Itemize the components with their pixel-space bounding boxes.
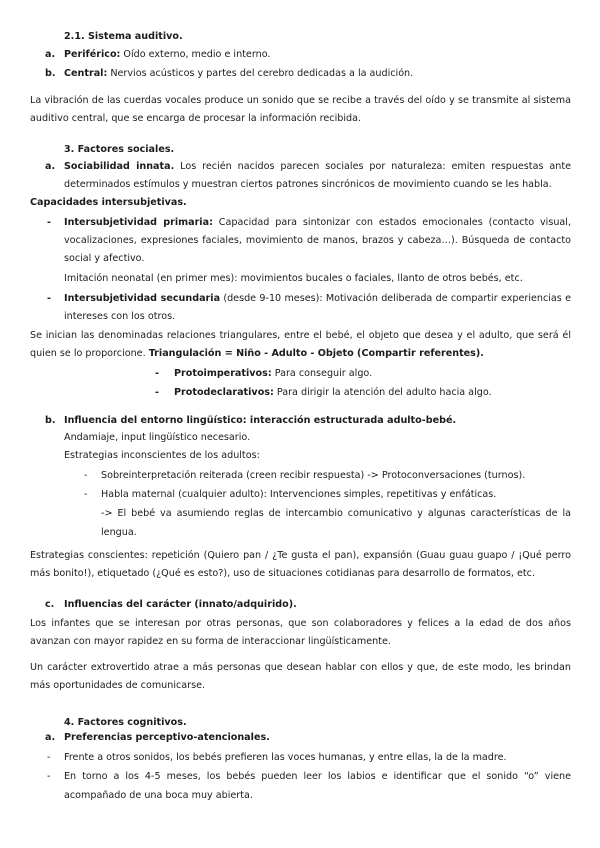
list-marker-a: a. xyxy=(45,49,56,60)
dash-bullet: - xyxy=(47,771,51,782)
intersubjective-heading: Capacidades intersubjetivas. xyxy=(30,197,187,208)
dash-bullet: - xyxy=(84,489,88,500)
lip-reading-item-end: acompañado de una boca muy abierta. xyxy=(64,790,253,801)
dash-bullet: - xyxy=(155,387,159,398)
list-marker-b: b. xyxy=(45,68,56,79)
sociability-item: Sociabilidad innata. Los recién nacidos parecen sociales por naturaleza: emiten respuestas ante xyxy=(64,161,571,172)
conscious-strategies-paragraph: Estrategias conscientes: repetición (Quiero pan / ¿Te gusta el pan), expansión (Guau guau guapo / ¡Qué perro xyxy=(30,550,571,561)
primary-intersubjectivity: Intersubjetividad primaria: Capacidad para sintonizar con estados emocionales (contacto visual, xyxy=(64,217,571,228)
dash-bullet: - xyxy=(47,217,51,228)
infants-paragraph-end: avanzan con mayor rapidez en su forma de interaccionar lingüísticamente. xyxy=(30,636,391,647)
exchange-rules-item-end: lengua. xyxy=(101,527,137,538)
secondary-intersubjectivity-cont: intereses con los otros. xyxy=(64,311,176,322)
primary-intersubjectivity-cont: vocalizaciones, expresiones faciales, movimiento de manos, brazos y cabeza…). Búsqueda de contacto xyxy=(64,235,571,246)
protodeclaratives-item: Protodeclarativos: Para dirigir la atención del adulto hacia algo. xyxy=(174,387,492,398)
overinterpretation-item: Sobreinterpretación reiterada (creen recibir respuesta) -> Protoconversaciones (turnos). xyxy=(101,470,526,481)
human-voices-item: Frente a otros sonidos, los bebés prefieren las voces humanas, y entre ellas, la de la madre. xyxy=(64,752,507,763)
conscious-strategies-paragraph-end: más bonito!), etiquetado (¿Qué es esto?), uso de situaciones cotidianas para desarrollo de formatos, etc. xyxy=(30,568,536,579)
neonatal-imitation: Imitación neonatal (en primer mes): movimientos bucales o faciales, llanto de otros bebés, etc. xyxy=(64,273,523,284)
extrovert-paragraph-end: más oportunidades de comunicarse. xyxy=(30,680,206,691)
triangular-paragraph-end: quien se lo proporcione. Triangulación = Niño - Adulto - Objeto (Compartir referentes). xyxy=(30,348,484,359)
vibration-paragraph: La vibración de las cuerdas vocales produce un sonido que se recibe a través del oído y se transmite al sistema xyxy=(30,95,571,106)
list-marker-a: a. xyxy=(45,161,56,172)
sociability-item-cont: determinados estímulos y muestran ciertos patrones sincrónicos de movimiento cuando se les habla. xyxy=(64,179,552,190)
list-marker-b: b. xyxy=(45,415,56,426)
section-3-heading: 3. Factores sociales. xyxy=(64,144,175,155)
character-heading: Influencias del carácter (innato/adquirido). xyxy=(64,599,297,610)
unconscious-strategies-line: Estrategias inconscientes de los adultos: xyxy=(64,450,260,461)
list-marker-c: c. xyxy=(45,599,55,610)
dash-bullet: - xyxy=(47,752,51,763)
protoimperatives-item: Protoimperativos: Para conseguir algo. xyxy=(174,368,373,379)
central-item: Central: Nervios acústicos y partes del cerebro dedicadas a la audición. xyxy=(64,68,414,79)
vibration-paragraph-end: auditivo central, que se encarga de procesar la información recibida. xyxy=(30,113,362,124)
extrovert-paragraph: Un carácter extrovertido atrae a más personas que desean hablar con ellos y que, de este modo, les brindan xyxy=(30,662,571,673)
scaffolding-line: Andamiaje, input lingüístico necesario. xyxy=(64,432,251,443)
triangular-paragraph: Se inician las denominadas relaciones triangulares, entre el bebé, el objeto que desea y el adulto, que será él xyxy=(30,330,571,341)
dash-bullet: - xyxy=(47,293,51,304)
dash-bullet: - xyxy=(155,368,159,379)
maternal-speech-item: Habla maternal (cualquier adulto): Intervenciones simples, repetitivas y enfáticas. xyxy=(101,489,497,500)
exchange-rules-item: -> El bebé va asumiendo reglas de intercambio comunicativo y algunas características de la xyxy=(101,508,571,519)
perceptual-preferences-heading: Preferencias perceptivo-atencionales. xyxy=(64,732,270,743)
section-4-heading: 4. Factores cognitivos. xyxy=(64,717,187,728)
dash-bullet: - xyxy=(84,470,88,481)
lip-reading-item: En torno a los 4-5 meses, los bebés pueden leer los labios e identificar que el sonido “o” viene xyxy=(64,771,571,782)
section-2-1-heading: 2.1. Sistema auditivo. xyxy=(64,31,183,42)
peripheral-item: Periférico: Oído externo, medio e interno. xyxy=(64,49,271,60)
secondary-intersubjectivity: Intersubjetividad secundaria (desde 9-10 meses): Motivación deliberada de compartir experiencias e xyxy=(64,293,571,304)
primary-intersubjectivity-end: social y afectivo. xyxy=(64,253,145,264)
list-marker-a: a. xyxy=(45,732,56,743)
infants-paragraph: Los infantes que se interesan por otras personas, que son colaboradores y felices a la edad de dos años xyxy=(30,618,571,629)
linguistic-environment-heading: Influencia del entorno lingüístico: interacción estructurada adulto-bebé. xyxy=(64,415,457,426)
